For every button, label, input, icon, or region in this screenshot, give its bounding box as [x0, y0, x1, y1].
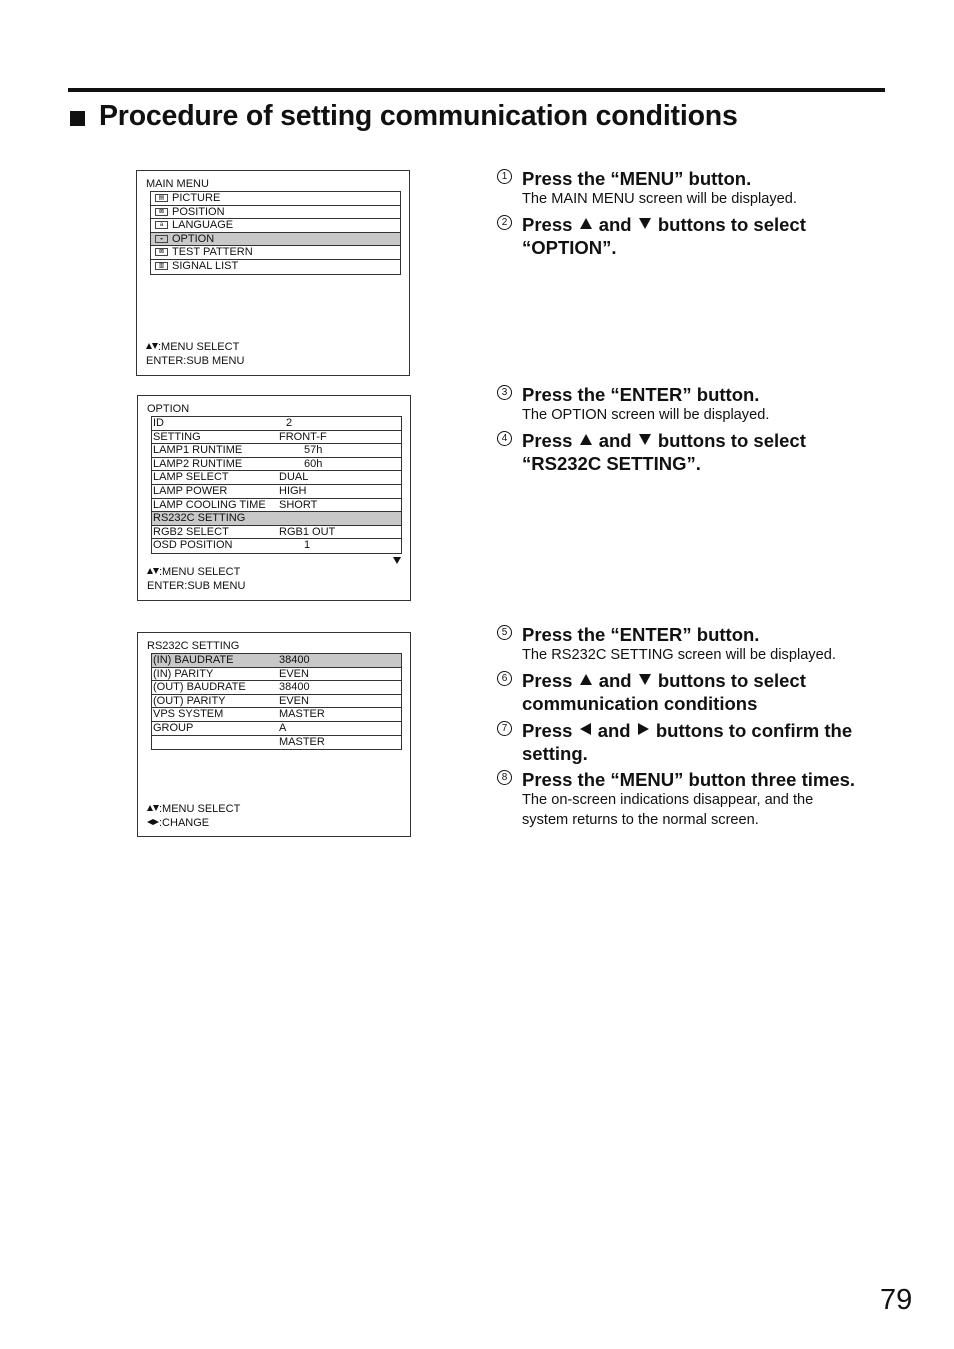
step-heading: Press the “ENTER” button. [522, 384, 760, 405]
option-row-osd-position[interactable] [152, 539, 401, 553]
row-key: LAMP2 RUNTIME [153, 457, 243, 470]
option-row-lamp2-runtime[interactable] [152, 458, 401, 472]
row-key: SETTING [153, 430, 201, 443]
section-heading [70, 96, 738, 136]
rs232c-footer-change [147, 817, 209, 831]
step-body: The OPTION screen will be displayed. [522, 407, 770, 423]
step-2 [497, 213, 897, 259]
menu-item-label: SIGNAL LIST [172, 259, 239, 272]
row-value: 38400 [279, 681, 310, 694]
row-value: MASTER [279, 735, 325, 748]
step-line2-text: “RS232C SETTING”. [522, 453, 701, 474]
row-value: 38400 [279, 654, 310, 666]
row-key: RS232C SETTING [153, 512, 246, 525]
row-value: A [279, 721, 287, 734]
step-and-text: and [598, 670, 632, 691]
rs232c-row-in-baudrate[interactable] [152, 654, 401, 668]
option-screen [137, 395, 411, 601]
rs232c-row-vps-system[interactable] [152, 708, 401, 722]
rs232c-row-out-baudrate[interactable] [152, 681, 401, 695]
step-8 [497, 768, 897, 830]
option-title: OPTION [147, 403, 190, 415]
left-arrow-icon [580, 723, 591, 735]
row-key: ID [153, 417, 164, 429]
step-rest-text: buttons to select [657, 214, 806, 235]
top-rule [68, 88, 885, 92]
row-key: OSD POSITION [153, 539, 233, 552]
up-arrow-icon [580, 218, 592, 229]
step-press-text: Press [522, 720, 573, 741]
row-key: (IN) BAUDRATE [153, 654, 234, 666]
step-line2-text: “OPTION”. [522, 237, 617, 258]
step-body: The MAIN MENU screen will be displayed. [522, 191, 797, 207]
signal-list-icon: ▥ [155, 262, 168, 270]
step-and-text: and [598, 430, 632, 451]
step-number: 5 [497, 625, 512, 640]
option-row-lamp-power[interactable] [152, 485, 401, 499]
step-and-text: and [598, 214, 632, 235]
step-number: 1 [497, 169, 512, 184]
step-heading: Press the “ENTER” button. [522, 624, 760, 645]
page-title: Procedure of setting communication conditions [99, 99, 738, 132]
option-row-id[interactable] [152, 417, 401, 431]
main-menu-screen [136, 170, 410, 376]
row-key: (OUT) PARITY [153, 694, 226, 707]
test-pattern-icon: ⊠ [155, 248, 168, 256]
row-value: 60h [304, 457, 323, 470]
menu-item-option[interactable] [151, 233, 400, 247]
step-heading [522, 719, 897, 765]
step-number: 7 [497, 721, 512, 736]
row-value: SHORT [279, 498, 318, 511]
step-6 [497, 669, 897, 715]
step-heading [522, 669, 897, 715]
menu-item-label: PICTURE [172, 192, 221, 204]
row-value: 2 [286, 417, 293, 429]
main-menu-footer-select [146, 341, 239, 355]
main-menu-title: MAIN MENU [146, 178, 209, 190]
row-key: LAMP SELECT [153, 471, 229, 484]
step-number: 6 [497, 671, 512, 686]
step-rest-text: buttons to select [657, 670, 806, 691]
option-row-lamp-cooling-time[interactable] [152, 499, 401, 513]
option-row-lamp-select[interactable] [152, 471, 401, 485]
rs232c-setting-screen [137, 632, 411, 837]
menu-item-label: TEST PATTERN [172, 246, 253, 259]
row-key: RGB2 SELECT [153, 525, 229, 538]
row-value: MASTER [279, 708, 325, 721]
menu-item-label: OPTION [172, 232, 215, 245]
step-heading: Press the “MENU” button. [522, 168, 752, 189]
right-arrow-icon [638, 723, 649, 735]
option-footer-enter: ENTER:SUB MENU [147, 580, 246, 592]
step-body-line2: system returns to the normal screen. [522, 811, 759, 828]
down-arrow-icon [639, 434, 651, 445]
step-press-text: Press [522, 670, 573, 691]
option-row-setting[interactable] [152, 431, 401, 445]
scroll-down-icon [393, 557, 401, 564]
row-key: LAMP COOLING TIME [153, 498, 266, 511]
step-7 [497, 719, 897, 765]
step-rest-text: buttons to select [657, 430, 806, 451]
main-menu-footer-enter: ENTER:SUB MENU [146, 355, 245, 367]
row-key: LAMP POWER [153, 484, 228, 497]
row-key: (IN) PARITY [153, 667, 214, 680]
step-body: The RS232C SETTING screen will be displayed. [522, 647, 836, 663]
picture-icon: ▤ [155, 194, 168, 202]
down-arrow-icon [639, 218, 651, 229]
step-number: 4 [497, 431, 512, 446]
language-icon: a [155, 221, 168, 229]
menu-item-signal-list[interactable] [151, 260, 400, 274]
option-list [151, 416, 402, 554]
menu-item-label: LANGUAGE [172, 219, 234, 232]
option-footer-select [147, 566, 240, 580]
page-number: 79 [880, 1284, 913, 1316]
footer-select-text: :MENU SELECT [159, 803, 241, 815]
up-arrow-icon [580, 434, 592, 445]
option-icon: ◒ [155, 235, 168, 243]
step-1 [497, 167, 897, 210]
row-value: RGB1 OUT [279, 525, 336, 538]
option-row-lamp1-runtime[interactable] [152, 444, 401, 458]
step-heading [522, 213, 897, 259]
row-key: LAMP1 RUNTIME [153, 444, 243, 457]
step-number: 2 [497, 215, 512, 230]
menu-item-label: POSITION [172, 205, 225, 218]
rs232c-row-in-parity[interactable] [152, 668, 401, 682]
row-value: 57h [304, 444, 323, 457]
rs232c-footer-select [147, 803, 240, 817]
step-line2-text: setting. [522, 743, 588, 764]
row-value: HIGH [279, 484, 307, 497]
step-and-text: and [597, 720, 631, 741]
step-3 [497, 383, 897, 426]
footer-select-text: :MENU SELECT [159, 566, 241, 578]
row-value: FRONT-F [279, 430, 327, 443]
menu-item-language[interactable] [151, 219, 400, 233]
footer-change-text: :CHANGE [159, 817, 210, 829]
step-heading [522, 429, 897, 475]
option-row-rs232c-setting[interactable] [152, 512, 401, 526]
menu-item-picture[interactable] [151, 192, 400, 206]
step-rest-text: buttons to confirm the [655, 720, 853, 741]
up-arrow-icon [580, 674, 592, 685]
row-value: EVEN [279, 667, 309, 680]
square-bullet-icon [70, 111, 85, 126]
down-arrow-icon [639, 674, 651, 685]
row-key: (OUT) BAUDRATE [153, 681, 246, 694]
footer-select-text: :MENU SELECT [158, 341, 240, 353]
rs232c-list [151, 653, 402, 750]
step-press-text: Press [522, 214, 573, 235]
option-row-rgb2-select[interactable] [152, 526, 401, 540]
menu-item-position[interactable] [151, 206, 400, 220]
scroll-down-indicator[interactable] [393, 556, 401, 570]
row-value: EVEN [279, 694, 309, 707]
row-key: GROUP [153, 721, 194, 734]
step-body: The on-screen indications disappear, and the [522, 792, 814, 808]
menu-item-test-pattern[interactable] [151, 246, 400, 260]
step-4 [497, 429, 897, 475]
step-number: 8 [497, 770, 512, 785]
main-menu-list [150, 191, 401, 275]
position-icon: ⊠ [155, 208, 168, 216]
row-value: DUAL [279, 471, 309, 484]
row-value: 1 [304, 539, 311, 552]
step-line2-text: communication conditions [522, 693, 758, 714]
step-heading: Press the “MENU” button three times. [522, 769, 856, 790]
rs232c-title: RS232C SETTING [147, 640, 240, 652]
step-5 [497, 623, 897, 666]
rs232c-row-group-mode[interactable] [152, 736, 401, 750]
row-key: VPS SYSTEM [153, 708, 224, 721]
rs232c-row-out-parity[interactable] [152, 695, 401, 709]
rs232c-row-group[interactable] [152, 722, 401, 736]
step-press-text: Press [522, 430, 573, 451]
step-number: 3 [497, 385, 512, 400]
